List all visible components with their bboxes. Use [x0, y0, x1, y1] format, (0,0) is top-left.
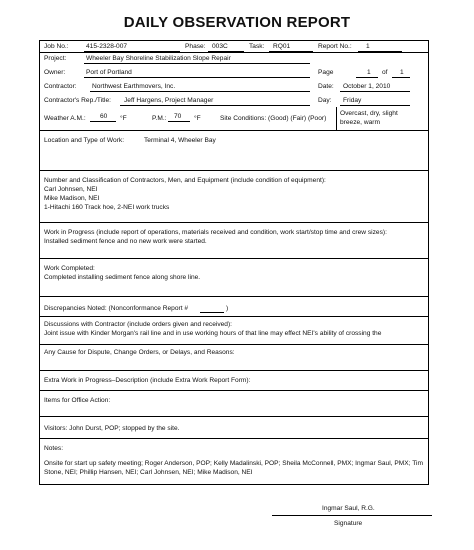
contractor-value[interactable]: Northwest Earthmovers, Inc.: [92, 83, 176, 90]
page-of: of: [382, 69, 388, 76]
work-completed-section: [40, 259, 428, 297]
wip-label: Work in Progress (include report of operations, materials received and condition, work start/stop time and crew sizes):: [44, 229, 387, 236]
location-label: Location and Type of Work:: [44, 137, 125, 144]
report-no-label: Report No.:: [318, 43, 352, 50]
dispute-label: Any Cause for Dispute, Change Orders, or Delays, and Reasons:: [44, 349, 235, 356]
rep-row: [40, 93, 428, 107]
contractors-line1[interactable]: Carl Johnsen, NEI: [44, 186, 98, 193]
job-row: [40, 41, 428, 53]
discussions-value[interactable]: Joint issue with Kinder Morgan's rail line and in use working hours of that line may effect NEI's ability of crossing the: [44, 330, 382, 337]
owner-value[interactable]: Port of Portland: [86, 69, 132, 76]
signature-line[interactable]: [272, 515, 432, 516]
wip-value[interactable]: Installed sediment fence and no new work were started.: [44, 238, 207, 245]
project-row: [40, 53, 428, 65]
page-number: 1: [367, 69, 371, 76]
discrepancies-label: Discrepancies Noted: (Nonconformance Report #: [44, 305, 189, 312]
contractors-line3[interactable]: 1-Hitachi 160 Track hoe, 2-NEI work trucks: [44, 204, 170, 211]
weather-row: [40, 107, 428, 131]
site-conditions-line1[interactable]: Overcast, dry, slight: [340, 110, 398, 117]
signer-name: Ingmar Saul, R.G.: [322, 505, 375, 512]
contractor-label: Contractor:: [44, 83, 77, 90]
contractor-row: [40, 79, 428, 93]
dispute-section: [40, 345, 428, 371]
notes-section: [40, 439, 428, 485]
work-in-progress-section: [40, 223, 428, 259]
rep-value[interactable]: Jeff Hargens, Project Manager: [124, 97, 214, 104]
date-label: Date:: [318, 83, 334, 90]
contractors-line2[interactable]: Mike Madison, NEI: [44, 195, 100, 202]
task-value[interactable]: RQ01: [273, 43, 291, 50]
day-label: Day:: [318, 97, 332, 104]
date-value[interactable]: October 1, 2010: [343, 83, 391, 90]
discussions-label: Discussions with Contractor (include orders given and received):: [44, 321, 233, 328]
owner-label: Owner:: [44, 69, 66, 76]
notes-line1[interactable]: Onsite for start up safety meeting; Roger Anderson, POP; Kelly Madalinski, POP; Sheila McConnell, PMX; Ingmar Saul, PMX; Tim: [44, 460, 423, 467]
completed-value[interactable]: Completed installing sediment fence along shore line.: [44, 274, 201, 281]
weather-am-value[interactable]: 60: [100, 113, 108, 120]
page-total: 1: [400, 69, 404, 76]
degree-f-am: °F: [120, 115, 127, 122]
phase-value[interactable]: 003C: [212, 43, 228, 50]
location-section: [40, 131, 428, 171]
discrepancies-section: [40, 297, 428, 317]
report-no-value[interactable]: 1: [366, 43, 370, 50]
job-no-value[interactable]: 415-2328-007: [86, 43, 128, 50]
day-value[interactable]: Friday: [343, 97, 362, 104]
extra-work-section: [40, 371, 428, 391]
completed-label: Work Completed:: [44, 265, 95, 272]
report-title: DAILY OBSERVATION REPORT: [123, 14, 351, 31]
project-label: Project:: [44, 55, 67, 62]
office-action-section: [40, 391, 428, 417]
task-label: Task:: [249, 43, 265, 50]
rep-label: Contractor's Rep./Title:: [44, 97, 111, 104]
project-value[interactable]: Wheeler Bay Shoreline Stabilization Slope Repair: [86, 55, 231, 62]
site-conditions-label: Site Conditions: (Good) (Fair) (Poor): [220, 115, 327, 122]
location-value[interactable]: Terminal 4, Wheeler Bay: [144, 137, 216, 144]
notes-label: Notes:: [44, 445, 64, 452]
contractors-label: Number and Classification of Contractors, Men, and Equipment (include condition of equipment):: [44, 177, 326, 184]
page-label: Page: [318, 69, 334, 76]
visitors-section: [40, 417, 428, 439]
signature-label: Signature: [334, 520, 363, 527]
owner-row: [40, 65, 428, 79]
report-form: [39, 40, 429, 485]
phase-label: Phase:: [185, 43, 206, 50]
job-no-label: Job No.:: [44, 43, 69, 50]
site-conditions-line2[interactable]: breeze, warm: [340, 119, 380, 126]
discussions-section: [40, 317, 428, 345]
office-action-label: Items for Office Action:: [44, 397, 111, 404]
weather-pm-label: P.M.:: [152, 115, 167, 122]
discrepancies-close: ): [226, 305, 229, 312]
weather-pm-value[interactable]: 70: [174, 113, 182, 120]
extra-work-label: Extra Work in Progress–Description (include Extra Work Report Form):: [44, 377, 251, 384]
contractors-section: [40, 171, 428, 223]
visitors-label[interactable]: Visitors: John Durst, POP; stopped by the site.: [44, 425, 180, 432]
degree-f-pm: °F: [194, 115, 201, 122]
weather-am-label: Weather A.M.:: [44, 115, 86, 122]
notes-line2[interactable]: Stone, NEI; Phillip Hansen, NEI; Carl Johnsen, NEI; Mike Madison, NEI: [44, 469, 253, 476]
